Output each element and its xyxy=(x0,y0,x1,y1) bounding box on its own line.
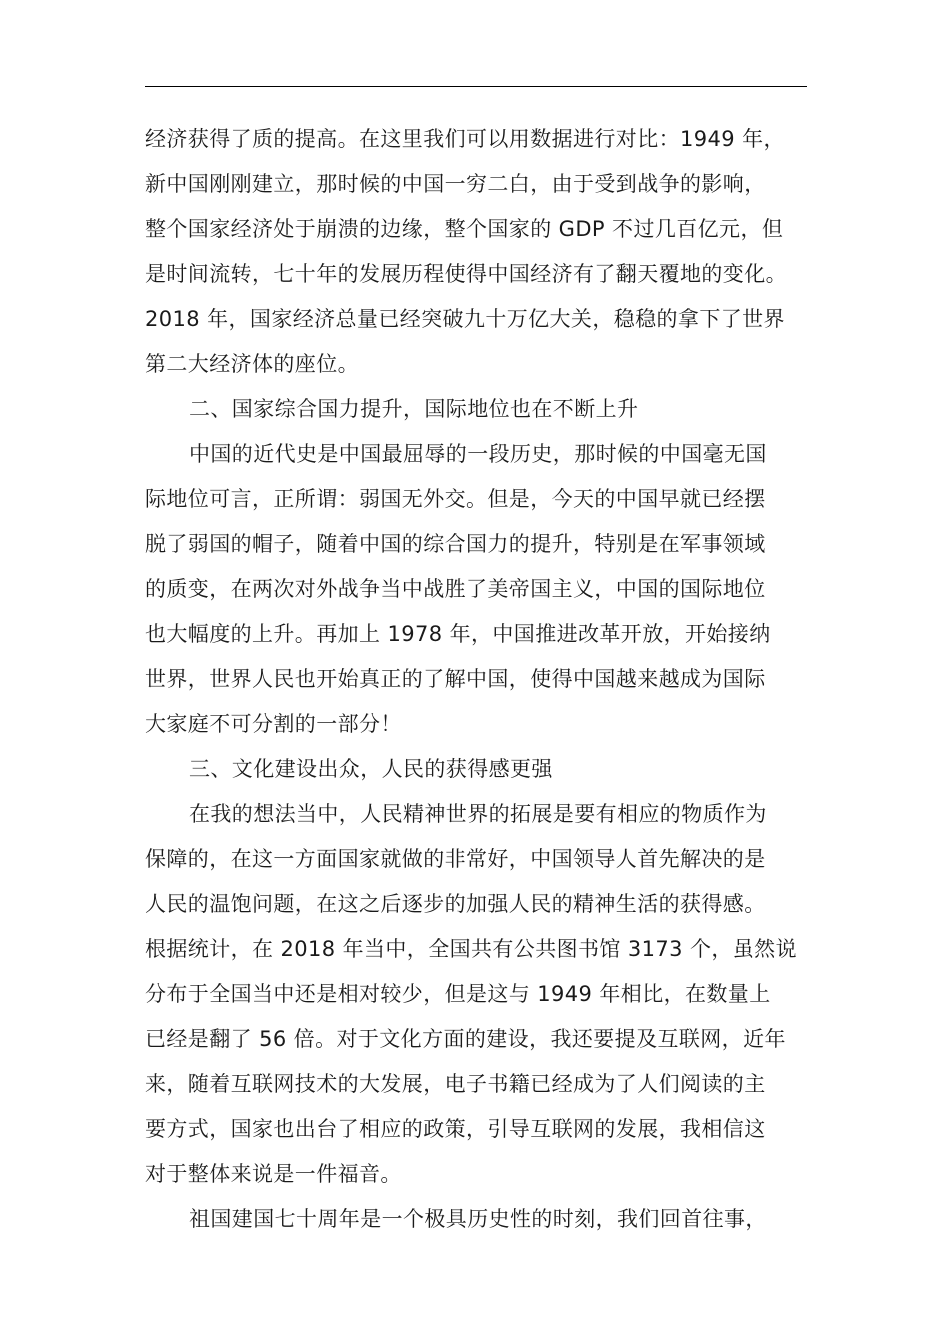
text-line: 新中国刚刚建立，那时候的中国一穷二白，由于受到战争的影响， xyxy=(145,172,766,196)
text-line: 世界，世界人民也开始真正的了解中国，使得中国越来越成为国际 xyxy=(145,667,766,691)
text-line: 2018 年，国家经济总量已经突破九十万亿大关，稳稳的拿下了世界 xyxy=(145,307,785,331)
section-heading-3: 三、文化建设出众，人民的获得感更强 xyxy=(189,757,553,781)
paragraph-start: 中国的近代史是中国最屈辱的一段历史，那时候的中国毫无国 xyxy=(189,442,767,466)
body-text xyxy=(145,117,807,1242)
text-line: 人民的温饱问题，在这之后逐步的加强人民的精神生活的获得感。 xyxy=(145,892,766,916)
paragraph-start: 在我的想法当中，人民精神世界的拓展是要有相应的物质作为 xyxy=(189,802,767,826)
text-line: 保障的，在这一方面国家就做的非常好，中国领导人首先解决的是 xyxy=(145,847,766,871)
header-rule xyxy=(145,86,807,87)
text-line: 对于整体来说是一件福音。 xyxy=(145,1162,402,1186)
text-line: 要方式，国家也出台了相应的政策，引导互联网的发展，我相信这 xyxy=(145,1117,766,1141)
text-line: 的质变，在两次对外战争当中战胜了美帝国主义，中国的国际地位 xyxy=(145,577,766,601)
text-line: 也大幅度的上升。再加上 1978 年，中国推进改革开放，开始接纳 xyxy=(145,622,771,646)
text-line: 已经是翻了 56 倍。对于文化方面的建设，我还要提及互联网，近年 xyxy=(145,1027,786,1051)
text-line: 整个国家经济处于崩溃的边缘，整个国家的 GDP 不过几百亿元，但 xyxy=(145,217,784,241)
paragraph-start: 祖国建国七十周年是一个极具历史性的时刻，我们回首往事， xyxy=(189,1207,767,1231)
section-heading-2: 二、国家综合国力提升，国际地位也在不断上升 xyxy=(189,397,639,421)
text-line: 根据统计，在 2018 年当中，全国共有公共图书馆 3173 个，虽然说 xyxy=(145,937,797,961)
text-line: 第二大经济体的座位。 xyxy=(145,352,359,376)
text-line: 经济获得了质的提高。在这里我们可以用数据进行对比：1949 年， xyxy=(145,127,785,151)
text-line: 大家庭不可分割的一部分！ xyxy=(145,712,402,736)
text-line: 来，随着互联网技术的大发展，电子书籍已经成为了人们阅读的主 xyxy=(145,1072,766,1096)
text-line: 是时间流转，七十年的发展历程使得中国经济有了翻天覆地的变化。 xyxy=(145,262,787,286)
text-line: 分布于全国当中还是相对较少，但是这与 1949 年相比，在数量上 xyxy=(145,982,771,1006)
text-line: 际地位可言，正所谓：弱国无外交。但是，今天的中国早就已经摆 xyxy=(145,487,766,511)
text-line: 脱了弱国的帽子，随着中国的综合国力的提升，特别是在军事领域 xyxy=(145,532,766,556)
